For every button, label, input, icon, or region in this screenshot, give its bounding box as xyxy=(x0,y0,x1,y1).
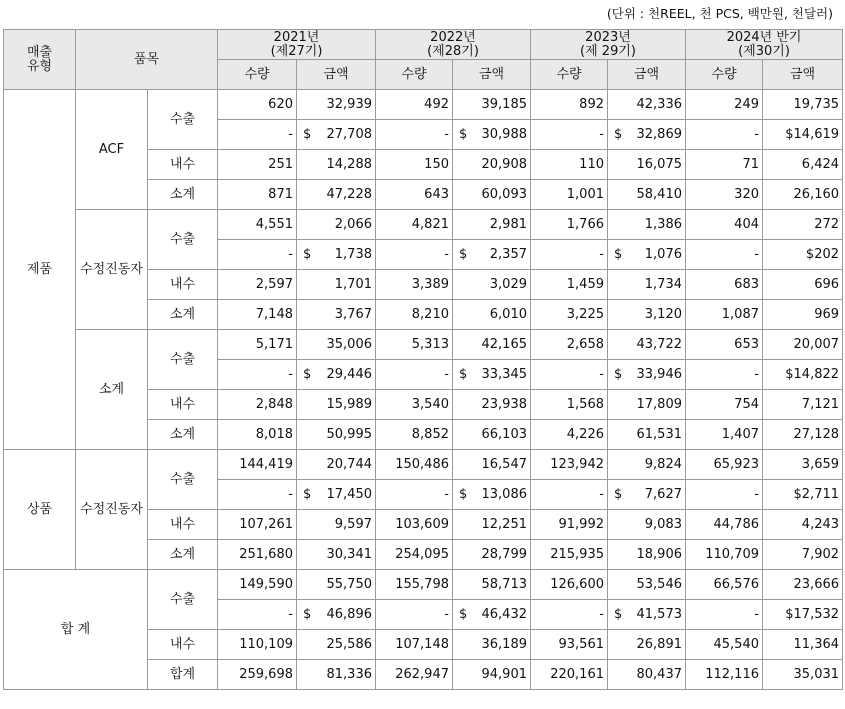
qty-cell: 320 xyxy=(686,180,763,210)
header-amount: 금액 xyxy=(297,60,376,90)
qty-cell: 215,935 xyxy=(531,540,608,570)
amount-cell: 55,750 xyxy=(297,570,376,600)
group-label-total: 합 계 xyxy=(4,570,148,690)
qty-cell: 3,225 xyxy=(531,300,608,330)
amount-cell: 1,734 xyxy=(608,270,686,300)
qty-cell: 251 xyxy=(218,150,297,180)
table-row xyxy=(4,450,843,480)
qty-cell: - xyxy=(531,240,608,270)
qty-cell: 871 xyxy=(218,180,297,210)
kind-label-subtotal: 소계 xyxy=(148,540,218,570)
qty-cell: - xyxy=(531,480,608,510)
qty-cell: 91,992 xyxy=(531,510,608,540)
header-amount: 금액 xyxy=(608,60,686,90)
amount-cell: 30,341 xyxy=(297,540,376,570)
qty-cell: 249 xyxy=(686,90,763,120)
amount-cell: 11,364 xyxy=(763,630,843,660)
qty-cell: 144,419 xyxy=(218,450,297,480)
amount-cell: 7,121 xyxy=(763,390,843,420)
amount-cell: 3,120 xyxy=(608,300,686,330)
kind-label-total: 합계 xyxy=(148,660,218,690)
header-period-2022: 2022년 (제28기) xyxy=(376,30,531,60)
amount-cell: 16,075 xyxy=(608,150,686,180)
qty-cell: 123,942 xyxy=(531,450,608,480)
amount-cell: $ 33,946 xyxy=(608,360,686,390)
qty-cell: 103,609 xyxy=(376,510,453,540)
amount-cell: 9,597 xyxy=(297,510,376,540)
amount-cell: 17,809 xyxy=(608,390,686,420)
kind-label-export: 수출 xyxy=(148,450,218,510)
amount-cell: 43,722 xyxy=(608,330,686,360)
qty-cell: 93,561 xyxy=(531,630,608,660)
amount-cell: $202 xyxy=(763,240,843,270)
qty-cell: - xyxy=(218,480,297,510)
kind-label-export: 수출 xyxy=(148,570,218,630)
amount-cell: 42,165 xyxy=(453,330,531,360)
qty-cell: - xyxy=(376,600,453,630)
qty-cell: - xyxy=(531,120,608,150)
kind-label-domestic: 내수 xyxy=(148,510,218,540)
amount-cell: 32,939 xyxy=(297,90,376,120)
qty-cell: - xyxy=(218,360,297,390)
item-label-acf: ACF xyxy=(76,90,148,210)
amount-cell: $ 32,869 xyxy=(608,120,686,150)
qty-cell: 66,576 xyxy=(686,570,763,600)
qty-cell: 155,798 xyxy=(376,570,453,600)
qty-cell: 404 xyxy=(686,210,763,240)
amount-cell: 7,902 xyxy=(763,540,843,570)
qty-cell: 1,087 xyxy=(686,300,763,330)
amount-cell: 39,185 xyxy=(453,90,531,120)
amount-cell: 53,546 xyxy=(608,570,686,600)
header-period-2024h1: 2024년 반기 (제30기) xyxy=(686,30,843,60)
qty-cell: 2,597 xyxy=(218,270,297,300)
amount-cell: 12,251 xyxy=(453,510,531,540)
amount-cell: 23,938 xyxy=(453,390,531,420)
qty-cell: 4,226 xyxy=(531,420,608,450)
header-period-2023: 2023년 (제 29기) xyxy=(531,30,686,60)
amount-cell: 61,531 xyxy=(608,420,686,450)
amount-cell: $ 13,086 xyxy=(453,480,531,510)
qty-cell: - xyxy=(686,360,763,390)
qty-cell: 107,148 xyxy=(376,630,453,660)
amount-cell: 19,735 xyxy=(763,90,843,120)
amount-cell: $ 17,450 xyxy=(297,480,376,510)
qty-cell: 262,947 xyxy=(376,660,453,690)
qty-cell: 1,001 xyxy=(531,180,608,210)
kind-label-domestic: 내수 xyxy=(148,150,218,180)
qty-cell: 620 xyxy=(218,90,297,120)
amount-cell: 25,586 xyxy=(297,630,376,660)
qty-cell: 653 xyxy=(686,330,763,360)
qty-cell: 149,590 xyxy=(218,570,297,600)
qty-cell: - xyxy=(218,120,297,150)
qty-cell: - xyxy=(218,600,297,630)
amount-cell: 28,799 xyxy=(453,540,531,570)
amount-cell: 80,437 xyxy=(608,660,686,690)
amount-cell: 20,908 xyxy=(453,150,531,180)
amount-cell: 2,981 xyxy=(453,210,531,240)
qty-cell: 65,923 xyxy=(686,450,763,480)
qty-cell: 254,095 xyxy=(376,540,453,570)
qty-cell: 5,171 xyxy=(218,330,297,360)
amount-cell: $ 1,076 xyxy=(608,240,686,270)
qty-cell: 71 xyxy=(686,150,763,180)
item-label-subtotal: 소계 xyxy=(76,330,148,450)
amount-cell: 60,093 xyxy=(453,180,531,210)
amount-cell: 4,243 xyxy=(763,510,843,540)
amount-cell: $ 46,432 xyxy=(453,600,531,630)
amount-cell: 36,189 xyxy=(453,630,531,660)
amount-cell: $ 1,738 xyxy=(297,240,376,270)
qty-cell: 251,680 xyxy=(218,540,297,570)
header-qty: 수량 xyxy=(376,60,453,90)
qty-cell: - xyxy=(686,240,763,270)
qty-cell: - xyxy=(531,360,608,390)
amount-cell: 3,767 xyxy=(297,300,376,330)
qty-cell: 150 xyxy=(376,150,453,180)
amount-cell: $ 30,988 xyxy=(453,120,531,150)
qty-cell: 2,848 xyxy=(218,390,297,420)
qty-cell: - xyxy=(376,240,453,270)
amount-cell: $2,711 xyxy=(763,480,843,510)
header-qty: 수량 xyxy=(531,60,608,90)
qty-cell: 1,568 xyxy=(531,390,608,420)
kind-label-domestic: 내수 xyxy=(148,270,218,300)
kind-label-export: 수출 xyxy=(148,90,218,150)
qty-cell: 45,540 xyxy=(686,630,763,660)
qty-cell: 2,658 xyxy=(531,330,608,360)
table-row xyxy=(4,330,843,360)
amount-cell: 47,228 xyxy=(297,180,376,210)
header-item: 품목 xyxy=(76,30,218,90)
amount-cell: 35,031 xyxy=(763,660,843,690)
amount-cell: 81,336 xyxy=(297,660,376,690)
qty-cell: 8,018 xyxy=(218,420,297,450)
amount-cell: 6,010 xyxy=(453,300,531,330)
item-label-crystal: 수정진동자 xyxy=(76,450,148,570)
amount-cell: $ 33,345 xyxy=(453,360,531,390)
amount-cell: 42,336 xyxy=(608,90,686,120)
amount-cell: $14,619 xyxy=(763,120,843,150)
qty-cell: 643 xyxy=(376,180,453,210)
header-sales-type: 매출 유형 xyxy=(4,30,76,90)
qty-cell: 3,540 xyxy=(376,390,453,420)
amount-cell: 23,666 xyxy=(763,570,843,600)
amount-cell: 1,701 xyxy=(297,270,376,300)
group-label-goods: 상품 xyxy=(4,450,76,570)
qty-cell: - xyxy=(686,600,763,630)
qty-cell: 44,786 xyxy=(686,510,763,540)
qty-cell: 1,459 xyxy=(531,270,608,300)
qty-cell: 110,709 xyxy=(686,540,763,570)
kind-label-subtotal: 소계 xyxy=(148,180,218,210)
qty-cell: 107,261 xyxy=(218,510,297,540)
qty-cell: 8,852 xyxy=(376,420,453,450)
amount-cell: 272 xyxy=(763,210,843,240)
header-period-2021: 2021년 (제27기) xyxy=(218,30,376,60)
header-qty: 수량 xyxy=(218,60,297,90)
amount-cell: 1,386 xyxy=(608,210,686,240)
amount-cell: 26,160 xyxy=(763,180,843,210)
amount-cell: 3,029 xyxy=(453,270,531,300)
qty-cell: 3,389 xyxy=(376,270,453,300)
qty-cell: - xyxy=(376,360,453,390)
unit-note: (단위 : 천REEL, 천 PCS, 백만원, 천달러) xyxy=(606,6,833,21)
item-label-crystal: 수정진동자 xyxy=(76,210,148,330)
qty-cell: 1,407 xyxy=(686,420,763,450)
kind-label-export: 수출 xyxy=(148,210,218,270)
amount-cell: 58,713 xyxy=(453,570,531,600)
qty-cell: 126,600 xyxy=(531,570,608,600)
qty-cell: 259,698 xyxy=(218,660,297,690)
qty-cell: 4,821 xyxy=(376,210,453,240)
header-qty: 수량 xyxy=(686,60,763,90)
table-row xyxy=(4,570,843,600)
qty-cell: 1,766 xyxy=(531,210,608,240)
kind-label-subtotal: 소계 xyxy=(148,420,218,450)
amount-cell: 20,007 xyxy=(763,330,843,360)
amount-cell: 20,744 xyxy=(297,450,376,480)
amount-cell: $ 29,446 xyxy=(297,360,376,390)
amount-cell: $ 7,627 xyxy=(608,480,686,510)
qty-cell: - xyxy=(376,120,453,150)
header-amount: 금액 xyxy=(763,60,843,90)
amount-cell: 50,995 xyxy=(297,420,376,450)
amount-cell: $ 27,708 xyxy=(297,120,376,150)
qty-cell: 892 xyxy=(531,90,608,120)
amount-cell: 58,410 xyxy=(608,180,686,210)
amount-cell: 26,891 xyxy=(608,630,686,660)
amount-cell: 969 xyxy=(763,300,843,330)
amount-cell: 9,083 xyxy=(608,510,686,540)
qty-cell: - xyxy=(686,120,763,150)
qty-cell: 754 xyxy=(686,390,763,420)
amount-cell: 16,547 xyxy=(453,450,531,480)
amount-cell: 9,824 xyxy=(608,450,686,480)
qty-cell: 112,116 xyxy=(686,660,763,690)
kind-label-subtotal: 소계 xyxy=(148,300,218,330)
amount-cell: 18,906 xyxy=(608,540,686,570)
sales-table xyxy=(3,29,843,690)
qty-cell: - xyxy=(376,480,453,510)
header-amount: 금액 xyxy=(453,60,531,90)
amount-cell: 3,659 xyxy=(763,450,843,480)
amount-cell: 35,006 xyxy=(297,330,376,360)
amount-cell: 696 xyxy=(763,270,843,300)
group-label-product: 제품 xyxy=(4,90,76,450)
qty-cell: 220,161 xyxy=(531,660,608,690)
qty-cell: - xyxy=(531,600,608,630)
amount-cell: 15,989 xyxy=(297,390,376,420)
amount-cell: $ 2,357 xyxy=(453,240,531,270)
qty-cell: 4,551 xyxy=(218,210,297,240)
amount-cell: 14,288 xyxy=(297,150,376,180)
qty-cell: 5,313 xyxy=(376,330,453,360)
amount-cell: $17,532 xyxy=(763,600,843,630)
amount-cell: 27,128 xyxy=(763,420,843,450)
qty-cell: 492 xyxy=(376,90,453,120)
kind-label-export: 수출 xyxy=(148,330,218,390)
amount-cell: 94,901 xyxy=(453,660,531,690)
qty-cell: 8,210 xyxy=(376,300,453,330)
amount-cell: 66,103 xyxy=(453,420,531,450)
kind-label-domestic: 내수 xyxy=(148,630,218,660)
table-row xyxy=(4,90,843,120)
amount-cell: $ 46,896 xyxy=(297,600,376,630)
table-row xyxy=(4,210,843,240)
qty-cell: 683 xyxy=(686,270,763,300)
qty-cell: 110,109 xyxy=(218,630,297,660)
qty-cell: 7,148 xyxy=(218,300,297,330)
amount-cell: $ 41,573 xyxy=(608,600,686,630)
qty-cell: 110 xyxy=(531,150,608,180)
amount-cell: $14,822 xyxy=(763,360,843,390)
amount-cell: 2,066 xyxy=(297,210,376,240)
qty-cell: - xyxy=(686,480,763,510)
qty-cell: - xyxy=(218,240,297,270)
amount-cell: 6,424 xyxy=(763,150,843,180)
qty-cell: 150,486 xyxy=(376,450,453,480)
kind-label-domestic: 내수 xyxy=(148,390,218,420)
